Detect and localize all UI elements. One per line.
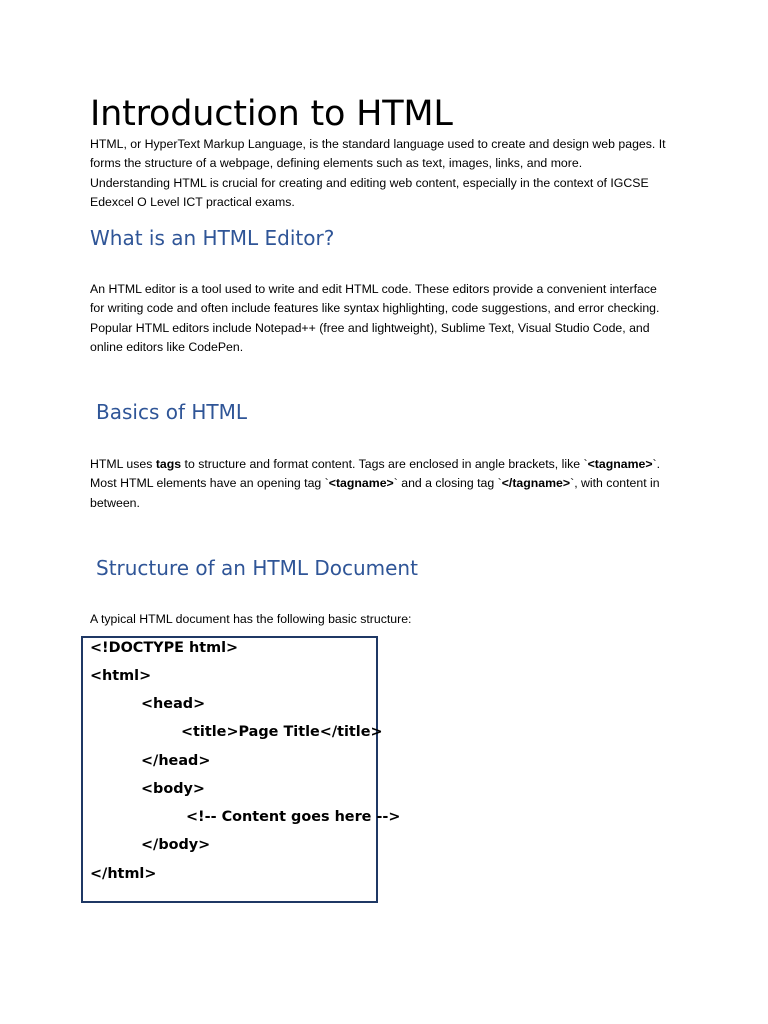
code-line-body-open: <body> [141, 781, 205, 797]
basics-paragraph [90, 455, 690, 513]
intro-line: forms the structure of a webpage, defining elements such as text, images, links, and more. [90, 156, 583, 171]
basics-line-3: between. [90, 495, 140, 510]
tags-emphasis: tags [155, 457, 182, 471]
code-line-title: <title>Page Title</title> [181, 724, 383, 740]
code-line-head-close: </head> [141, 753, 211, 769]
editor-line: An HTML editor is a tool used to write and edit HTML code. These editors provide a convenient interface [90, 282, 657, 296]
basics-line-1: HTML uses tags to structure and format content. Tags are enclosed in angle brackets, like `<tagname>`. [90, 457, 661, 471]
closing-tag-code: </tagname> [501, 476, 571, 491]
intro-paragraph [90, 135, 690, 212]
code-line-html-open: <html> [90, 668, 152, 684]
intro-line: Understanding HTML is crucial for creating and editing web content, especially in the context of IGCSE [90, 175, 649, 190]
structure-heading: Structure of an HTML Document [96, 556, 418, 580]
code-line-comment: <!-- Content goes here --> [186, 809, 401, 825]
page-title: Introduction to HTML [90, 94, 453, 134]
tagname-code: <tagname> [587, 457, 653, 471]
intro-line: Edexcel O Level ICT practical exams. [90, 194, 295, 209]
code-line-html-close: </html> [90, 866, 157, 882]
editor-line: online editors like CodePen. [90, 339, 244, 354]
basics-heading: Basics of HTML [96, 400, 248, 424]
code-line-doctype: <!DOCTYPE html> [90, 640, 239, 656]
intro-line: HTML, or HyperText Markup Language, is the standard language used to create and design web pages. It [90, 137, 666, 151]
editor-heading: What is an HTML Editor? [90, 226, 335, 250]
structure-intro: A typical HTML document has the following basic structure: [90, 612, 412, 626]
editor-paragraph [90, 280, 690, 357]
editor-line: Popular HTML editors include Notepad++ (free and lightweight), Sublime Text, Visual Studio Code, and [90, 320, 650, 335]
basics-line-2: Most HTML elements have an opening tag `<tagname>` and a closing tag `</tagname>`, with content in [90, 476, 660, 491]
code-line-body-close: </body> [141, 837, 211, 853]
code-line-head-open: <head> [141, 696, 206, 712]
editor-line: for writing code and often include features like syntax highlighting, code suggestions, and error checking. [90, 301, 660, 316]
opening-tag-code: <tagname> [328, 476, 394, 491]
